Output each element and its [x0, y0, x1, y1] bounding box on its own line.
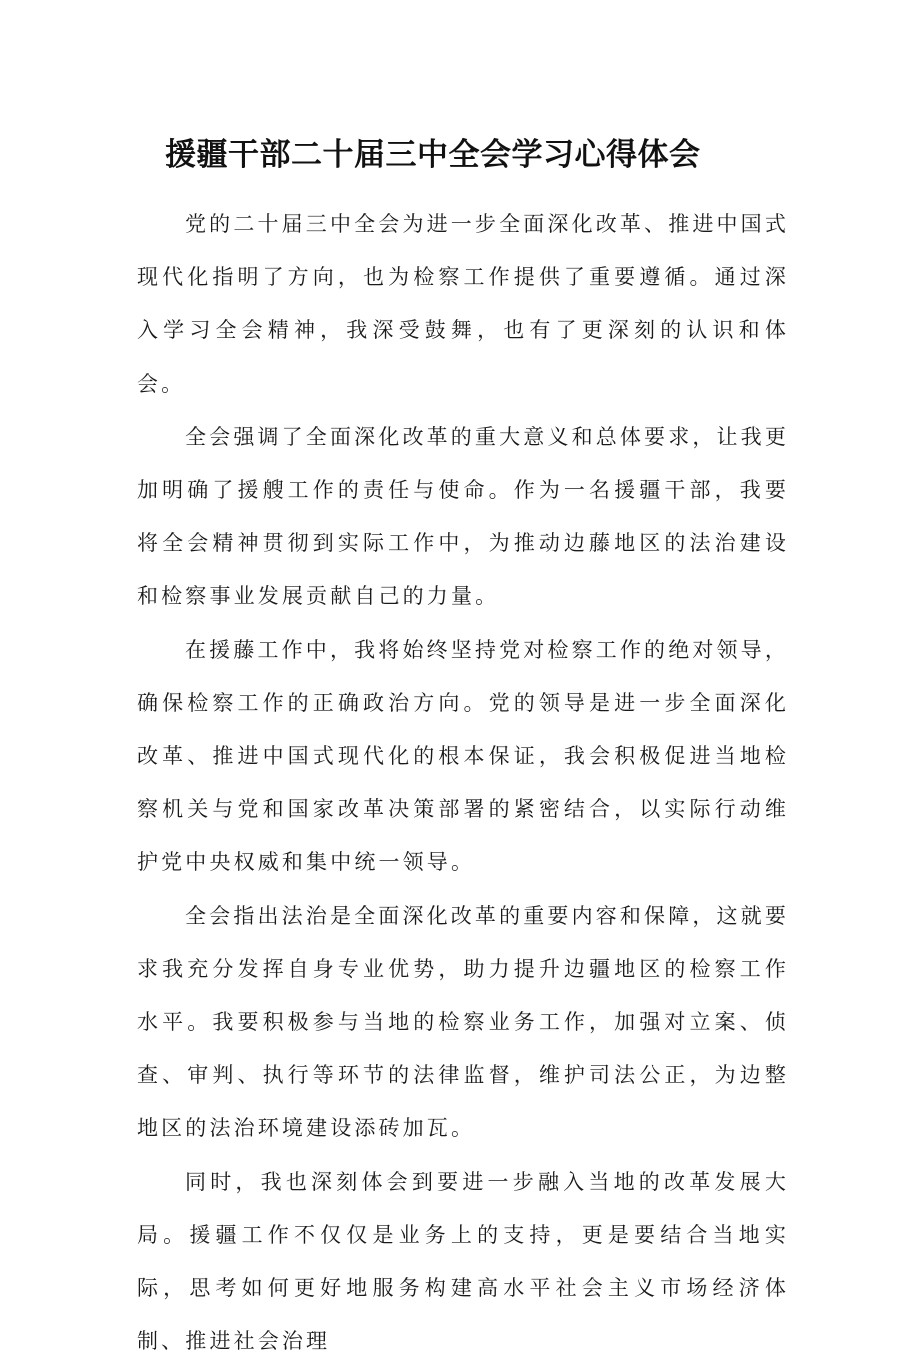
- paragraph-5: 同时，我也深刻体会到要进一步融入当地的改革发展大局。援疆工作不仅仅是业务上的支持，更是要结合当地实际，思考如何更好地服务构建高水平社会主义市场经济体制、推进社会治理: [137, 1169, 789, 1354]
- paragraph-3: 在援藤工作中，我将始终坚持党对检察工作的绝对领导，确保检察工作的正确政治方向。党的领导是进一步全面深化改革、推进中国式现代化的根本保证，我会积极促进当地检察机关与党和国家改革决策部署的紧密结合，以实际行动维护党中央权威和集中统一领导。: [137, 637, 789, 875]
- paragraph-2: 全会强调了全面深化改革的重大意义和总体要求，让我更加明确了援艘工作的责任与使命。作为一名援疆干部，我要将全会精神贯彻到实际工作中，为推动边藤地区的法治建设和检察事业发展贡献自己的力量。: [137, 424, 789, 609]
- paragraph-4: 全会指出法治是全面深化改革的重要内容和保障，这就要求我充分发挥自身专业优势，助力提升边疆地区的检察工作水平。我要积极参与当地的检察业务工作，加强对立案、侦查、审判、执行等环节的法律监督，维护司法公正，为边整地区的法治环境建设添砖加瓦。: [137, 903, 789, 1141]
- document-title: 援疆干部二十届三中全会学习心得体会: [165, 137, 701, 173]
- paragraph-1: 党的二十届三中全会为进一步全面深化改革、推进中国式现代化指明了方向，也为检察工作提供了重要遵循。通过深入学习全会精神，我深受鼓舞，也有了更深刻的认识和体会。: [137, 212, 789, 396]
- document-body: [137, 198, 789, 1368]
